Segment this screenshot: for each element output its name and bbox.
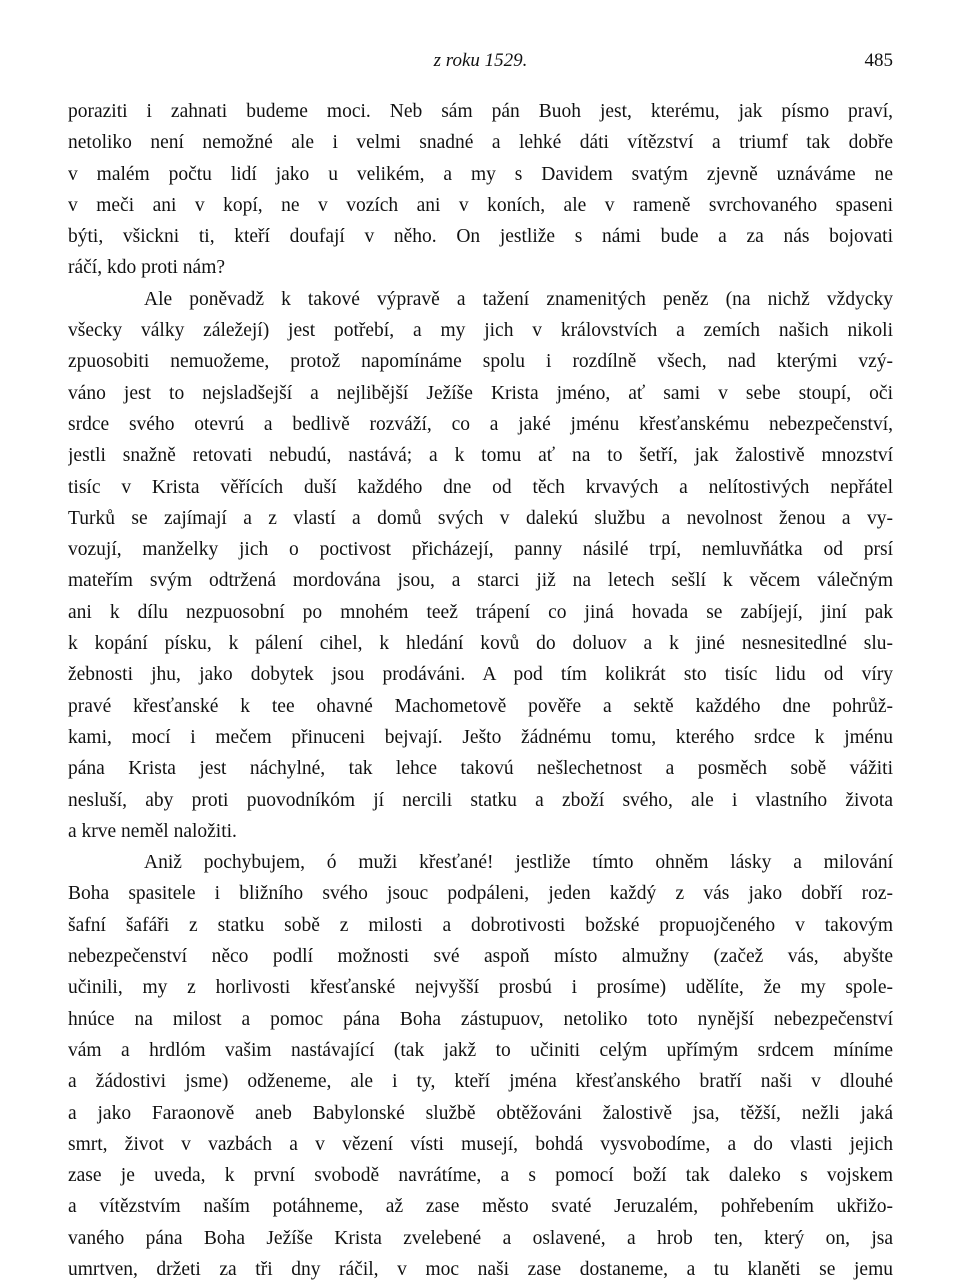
text-body [68,96,893,1285]
text-line: k kopání písku, k pálení cihel, k hledání kovů do doluov a k jiné nesnesitedlné slu- [68,633,893,655]
text-line: Turků se zajímají a z vlastí a domů svých v dalekú službu a nevolnost ženou a vy- [68,507,893,529]
text-line: pána Krista jest náchylné, tak lehce takovú nešlechetnost a posměch sobě vážiti [68,758,893,780]
text-line: a žádostivi jsme) odženeme, ale i ty, kteří jména křesťanského bratří naši v dlouhé [68,1071,893,1093]
text-line: umrtven, držeti za tři dny ráčil, v moc naši zase dostaneme, a tu klaněti se jemu [68,1258,893,1280]
text-line: a jako Faraonově aneb Babylonské službě obtěžováni žalostivě jsa, těžší, nežli jaká [68,1102,893,1124]
text-line: vozují, manželky jich o poctivost přicházejí, panny násilé trpí, nemluvňátka od prsí [68,539,893,561]
text-line: zpuosobiti nemuožeme, protož napomínáme spolu i rozdílně všech, nad kterými vzý- [68,351,893,373]
text-line: hnúce na milost a pomoc pána Boha zástupuov, netoliko toto nynější nebezpečenství [68,1008,893,1030]
paragraph-first-line: Ale poněvadž k takové výpravě a tažení znamenitých peněz (na nichž vždycky [144,288,893,310]
running-head [68,50,893,74]
text-line: zase je uveda, k první svobodě navrátíme, a s pomocí boží tak daleko s vojskem [68,1165,893,1187]
page-number: 485 [864,50,893,71]
text-line: a vítězstvím naším potáhneme, až zase město svaté Jeruzalém, pohřebením ukřižo- [68,1196,893,1218]
text-line: vám a hrdlóm vašim nastávající (tak jakž to učiniti celým upřímým srdcem míníme [68,1039,893,1061]
text-line: šafní šafáři z statku sobě z milosti a dobrotivosti božské propuojčeného v takovým [68,914,893,936]
text-line: kami, mocí i mečem přinuceni bejvají. Ješto žádnému tomu, kterého srdce k jménu [68,726,893,748]
text-line: v malém počtu lidí jako u velikém, a my s Davidem svatým zjevně uznáváme ne [68,163,893,185]
paragraph-first-line: Aniž pochybujem, ó muži křesťané! jestliže tímto ohněm lásky a milování [144,852,893,874]
text-line: Boha spasitele i bližního svého jsouc podpáleni, jeden každý z vás jako dobří roz- [68,883,893,905]
text-line: ani k dílu nezpuosobní po mnohém teež trápení co jiná hovada se zabíjejí, jiní pak [68,601,893,623]
text-line: mateřím svým odtržená mordována jsou, a starci již na letech sešlí k věcem válečným [68,570,893,592]
text-line: pravé křesťanské k tee ohavné Machometově pověře a sektě každého dne pohrůž- [68,695,893,717]
text-line: žebnosti jhu, jako dobytek jsou prodáváni. A pod tím kolikrát sto tisíc lidu od víry [68,664,893,686]
text-line: váno jest to nejsladšejší a nejlibější Ježíše Krista jméno, ať sami v sebe stoupí, oči [68,382,893,404]
text-line: smrt, život v vazbách a v vězení vísti musejí, bohdá vysvobodíme, a do vlasti jejich [68,1133,893,1155]
text-line: nesluší, aby proti puovodníkóm jí nercili statku a zboží svého, ale i vlastního života [68,789,893,811]
text-line: v meči ani v kopí, ne v vozích ani v koních, ale v rameně svrchovaného spaseni [68,194,893,216]
text-line: netoliko není nemožné ale i velmi snadné a lehké dáti vítězství a triumf tak dobře [68,132,893,154]
text-line: učinili, my z horlivosti křesťanské nejvyšší prosbú i prosíme) udělíte, že my spole- [68,977,893,999]
text-line: poraziti i zahnati budeme moci. Neb sám pán Buoh jest, kterému, jak písmo praví, [68,101,893,122]
text-line: ráčí, kdo proti nám? [68,257,226,279]
text-line: a krve neměl naložiti. [68,820,237,842]
text-line: všecky války záležejí) jest potřebí, a my jich v královstvích a zemích našich nikoli [68,320,893,342]
running-title: z roku 1529. [433,50,528,71]
text-line: vaného pána Boha Ježíše Krista zvelebené a oslavené, a hrob ten, který on, jsa [68,1227,893,1249]
text-line: jestli snažně retovati nebudú, nastává; a k tomu ať na to šetří, jak žalostivě mnozství [68,445,893,467]
text-line: nebezpečenství něco podlí možnosti své aspoň místo almužny (začež vás, abyšte [68,946,893,968]
text-line: býti, všickni ti, kteří doufají v něho. On jestliže s námi bude a za nás bojovati [68,226,893,248]
text-line: srdce svého otevrú a bedlivě rozváží, co a jaké jménu křesťanskému nebezpečenství, [68,413,893,435]
text-line: tisíc v Krista věřících duší každého dne od těch krvavých a nelítostivých nepřátel [68,476,893,498]
